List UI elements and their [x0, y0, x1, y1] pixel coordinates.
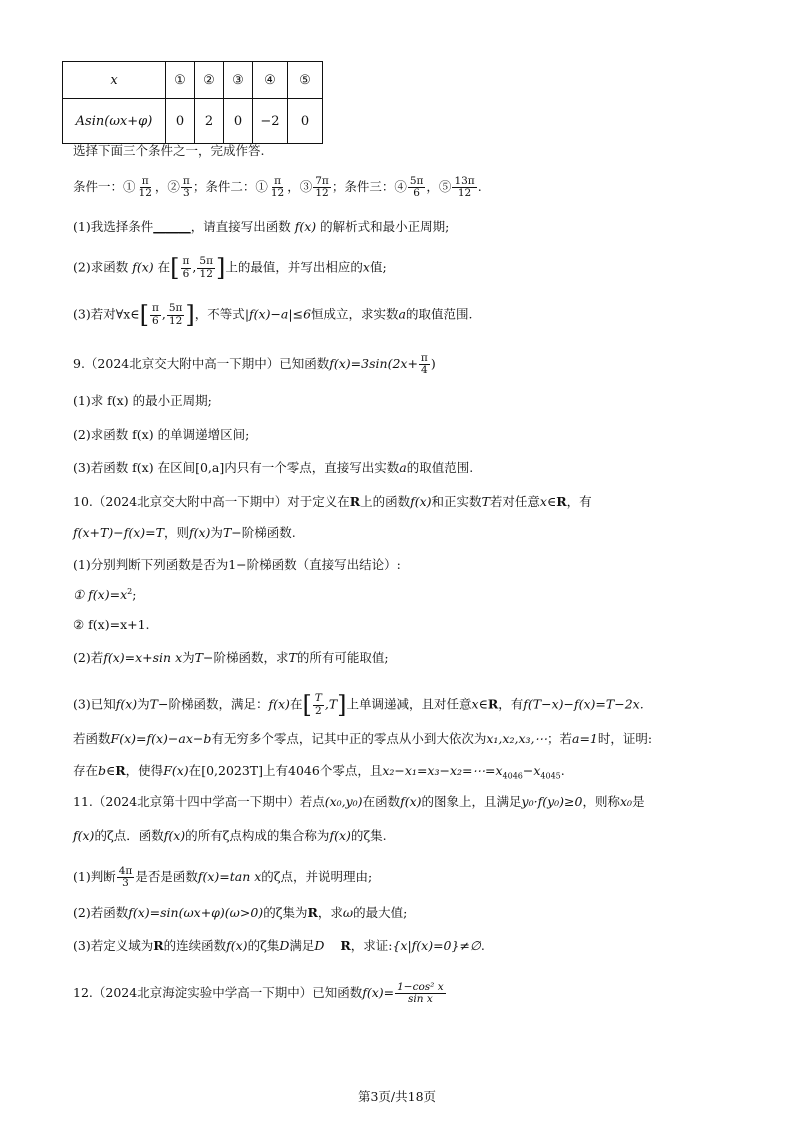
q11-heading: 11.（2024北京第十四中学高一下期中）若点(x₀,y₀)在函数f(x)的图象上，且满足y₀·f(y₀)≥0，则称x₀是 [73, 794, 645, 809]
value-table [62, 61, 323, 144]
table-value-2: 2 [195, 99, 224, 144]
q9-heading: 9.（2024北京交大附中高一下期中）已知函数f(x)=3sin(2x+ $\frac{\pi}{4}$ ) [73, 352, 436, 377]
q10-part3: (3)已知f(x)为T−阶梯函数，满足：f(x)在[ $\frac{T}{2}$ ,T]上单调递减，且对任意x∈R，有f(T−x)−f(x)=T−2x. [73, 691, 644, 719]
q8-conditions: 条件一：① $\frac{\pi}{12}$ ，② $\frac{\pi}{3}$ ；条件二：① $\frac{\pi}{12}$ ，③ $\frac{7\pi}{12}$ ；条件三：④ $\frac{5\pi}{6}$ ，⑤ $\frac{13\pi}{12}$ . [73, 175, 482, 200]
q11-definition: f(x)的ζ点．函数f(x)的所有ζ点构成的集合称为f(x)的ζ集. [73, 828, 387, 843]
table-value-4: −2 [253, 99, 288, 144]
table-col-5: ⑤ [288, 62, 323, 99]
table-value-1: 0 [166, 99, 195, 144]
q10-part3-line2: 若函数F(x)=f(x)−ax−b有无穷多个零点，记其中正的零点从小到大依次为x₁,x₂,x₃,⋯；若a=1时，证明: [73, 731, 653, 746]
answer-blank: ______ [153, 219, 191, 234]
q10-part1-ii: ② f(x)=x+1. [73, 617, 150, 632]
q8-part3: (3)若对∀x∈[ $\frac{\pi}{6}$ , $\frac{5\pi}{12}$ ]，不等式|f(x)−a|≤6恒成立，求实数a的取值范围. [73, 301, 473, 329]
q10-part1: (1)分别判断下列函数是否为1−阶梯函数（直接写出结论）: [73, 557, 401, 572]
table-header-x: x [63, 62, 166, 99]
q8-part1: (1)我选择条件______，请直接写出函数 f(x) 的解析式和最小正周期; [73, 219, 450, 234]
q10-part1-i: ① $f(x)=x^2$; [73, 587, 137, 603]
table-col-3: ③ [224, 62, 253, 99]
table-col-1: ① [166, 62, 195, 99]
q10-definition: f(x+T)−f(x)=T，则f(x)为T−阶梯函数. [73, 525, 296, 540]
q8-intro: 选择下面三个条件之一，完成作答. [73, 143, 265, 158]
page-number: 第3页/共18页 [357, 1089, 437, 1104]
q10-part3-line3: 存在b∈R，使得F(x)在[0,2023T]上有4046个零点，且$x_2-x_1=x_3-x_2=\cdots=x_{4046}-x_{4045}$. [73, 763, 565, 781]
q8-part2: (2)求函数 f(x) 在[ $\frac{\pi}{6}$ , $\frac{5\pi}{12}$ ]上的最值，并写出相应的x值; [73, 254, 387, 282]
q9-part1: (1)求 f(x) 的最小正周期; [73, 393, 212, 408]
table-value-3: 0 [224, 99, 253, 144]
q11-part1: (1)判断 $\frac{4\pi}{3}$ 是否是函数f(x)=tan x的ζ点，并说明理由; [73, 865, 373, 890]
table-row-label: Asin(ωx+φ) [63, 99, 166, 144]
q12-heading: 12.（2024北京海淀实验中学高一下期中）已知函数f(x)= $\frac{\text{1−cos² x}}{\text{sin x}}$ [73, 981, 444, 1006]
q11-part3: (3)若定义域为R的连续函数f(x)的ζ集D满足D R，求证:{x|f(x)=0}≠∅. [73, 938, 485, 953]
table-col-2: ② [195, 62, 224, 99]
q11-part2: (2)若函数f(x)=sin(ωx+φ)(ω>0)的ζ集为R，求ω的最大值; [73, 905, 408, 920]
q10-part2: (2)若f(x)=x+sin x为T−阶梯函数，求T的所有可能取值; [73, 650, 389, 665]
q9-part3: (3)若函数 f(x) 在区间[0,a]内只有一个零点，直接写出实数a的取值范围. [73, 460, 474, 475]
table-value-5: 0 [288, 99, 323, 144]
q9-part2: (2)求函数 f(x) 的单调递增区间; [73, 427, 250, 442]
q10-heading: 10.（2024北京交大附中高一下期中）对于定义在R上的函数f(x)和正实数T若对任意x∈R，有 [73, 494, 592, 509]
table-col-4: ④ [253, 62, 288, 99]
